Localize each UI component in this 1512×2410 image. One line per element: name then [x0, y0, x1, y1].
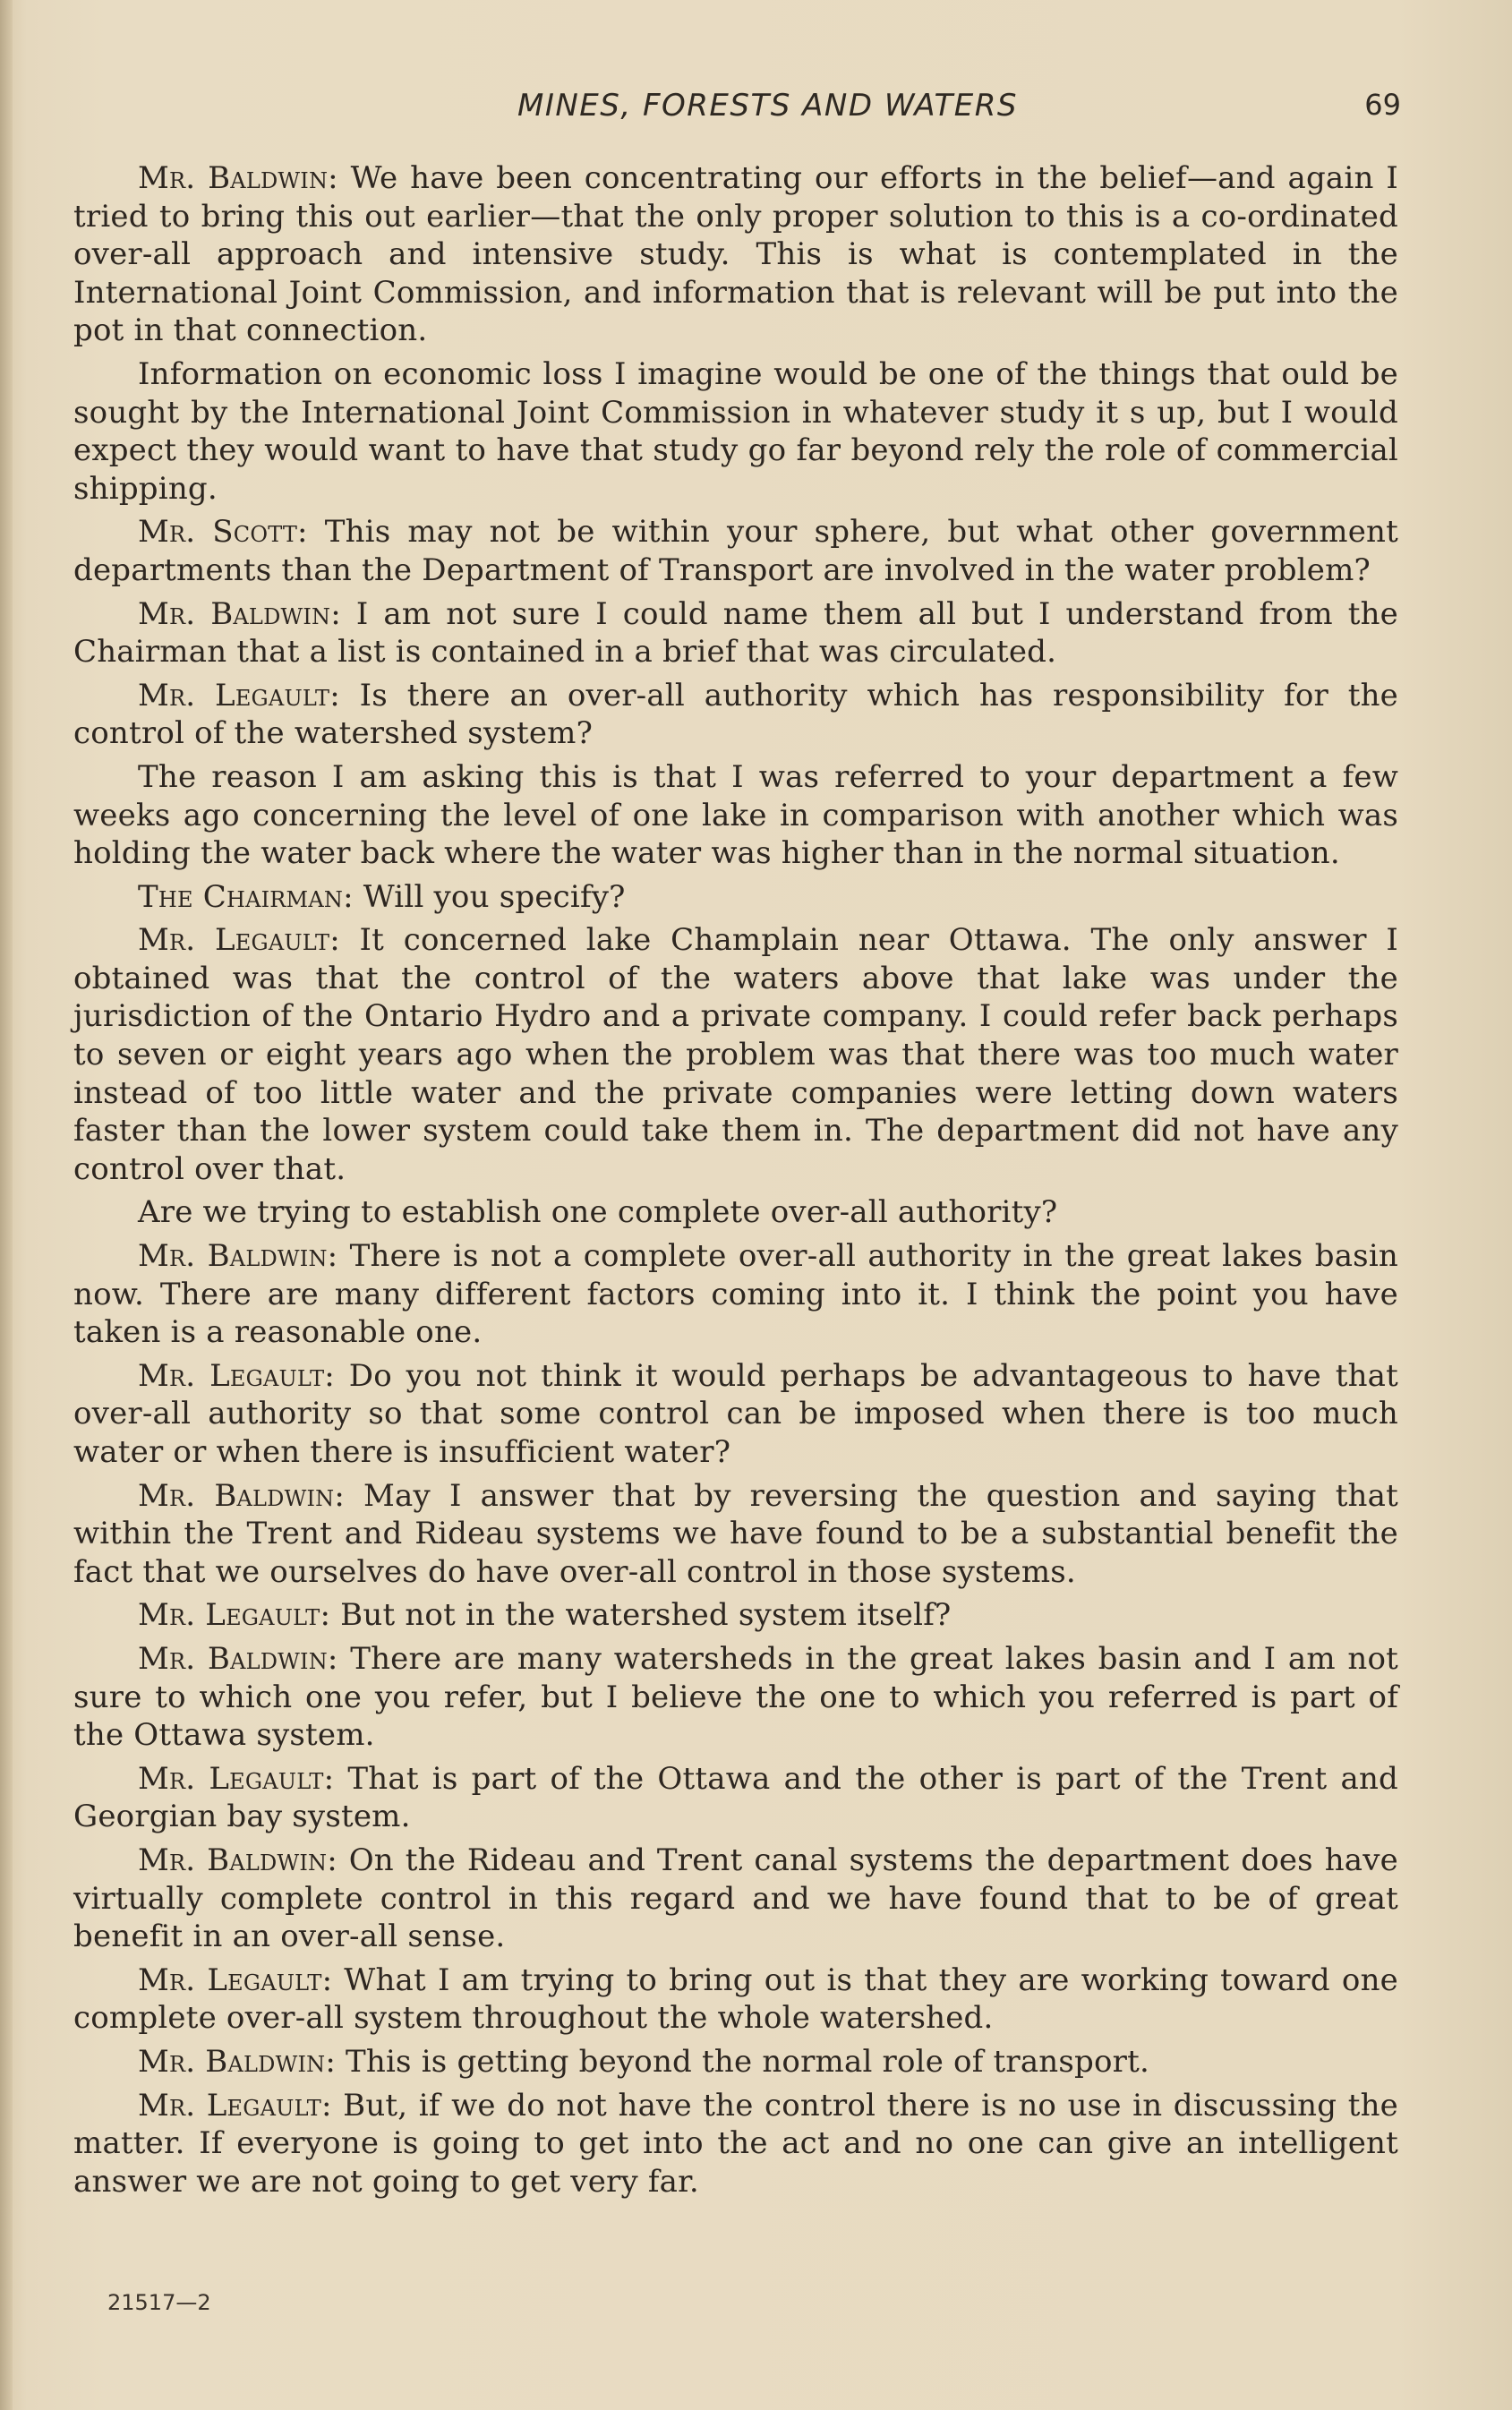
paragraph-text: Information on economic loss I imagine would be one of the things that ould be sought by the International Joint Commission in whatever study it s up, but I would expect they would want to have that study go far beyond rely the role of commercial shipping. [73, 355, 1398, 507]
speaker-name: Mr. Baldwin: [138, 595, 341, 632]
paragraph [73, 921, 1398, 1188]
paragraph-text: Is there an over-all authority which has responsibility for the control of the watershed system? [73, 677, 1399, 752]
paragraph-text: We have been concentrating our efforts in the belief—and again I tried to bring this out earlier—that the only proper solution to this is a co-ordinated over-all approach and intensive study. This is what is contemplated in the International Joint Commission, and information that is relevant will be put into the pot in that connection. [73, 160, 1399, 349]
paragraph [73, 2087, 1398, 2201]
paragraph-text: But not in the watershed system itself? [330, 1597, 952, 1634]
paragraph [73, 2043, 1398, 2081]
paragraph [73, 355, 1398, 508]
speaker-name: Mr. Baldwin: [138, 160, 338, 196]
speaker-name: Mr. Baldwin: [138, 2043, 336, 2080]
paragraph [73, 1193, 1398, 1232]
speaker-name: Mr. Legault: [138, 1961, 333, 1998]
paragraph [73, 1961, 1398, 2038]
paragraph [73, 878, 1398, 917]
paragraph [73, 513, 1398, 589]
paragraph-text: On the Rideau and Trent canal systems the department does have virtually complete control in this regard and we have found that to be of great benefit in an over-all sense. [73, 1842, 1398, 1955]
page-body [73, 159, 1398, 2206]
speaker-name: Mr. Baldwin: [138, 1238, 338, 1275]
speaker-name: Mr. Legault: [138, 1760, 335, 1797]
paragraph [73, 677, 1398, 753]
paragraph-text: This is getting beyond the normal role of transport. [336, 2043, 1150, 2080]
speaker-name: The Chairman: [138, 878, 354, 915]
signature-mark: 21517—2 [107, 2290, 211, 2315]
speaker-name: Mr. Legault: [138, 2087, 332, 2124]
paragraph-text: It concerned lake Champlain near Ottawa. The only answer I obtained was that the control of the waters above that lake was under the jurisdiction of the Ontario Hydro and a private company. I could refer back perhaps to seven or eight years ago when the problem was that there was too much water instead of too little water and the private companies were letting down waters faster than the lower system could take them in. The department did not have any control over that. [73, 922, 1399, 1187]
speaker-name: Mr. Legault: [138, 1357, 335, 1394]
paragraph-text: This may not be within your sphere, but what other government departments than the Department of Transport are involved in the water problem? [73, 514, 1398, 588]
paragraph-text: What I am trying to bring out is that they are working toward one complete over-all system throughout the whole watershed. [73, 1961, 1398, 2037]
paragraph [73, 595, 1398, 671]
paragraph-text: There is not a complete over-all authority in the great lakes basin now. There are many different factors coming into it. I think the point you have taken is a reasonable one. [73, 1238, 1398, 1351]
speaker-name: Mr. Scott: [138, 514, 308, 551]
page-binding-edge [0, 0, 13, 2410]
paragraph-text: There are many watersheds in the great lakes basin and I am not sure to which one you refer, but I believe the one to which you referred is part of the Ottawa system. [73, 1640, 1398, 1754]
speaker-name: Mr. Legault: [138, 922, 340, 959]
paragraph [73, 1640, 1398, 1755]
speaker-name: Mr. Baldwin: [138, 1640, 338, 1677]
paragraph [73, 1237, 1398, 1352]
paragraph [73, 1357, 1398, 1472]
paragraph-text: Do you not think it would perhaps be advantageous to have that over-all authority so that some control can be imposed when there is too much water or when there is insufficient water? [73, 1357, 1398, 1470]
page-header [134, 88, 1401, 132]
paragraph [73, 1842, 1398, 1956]
speaker-name: Mr. Baldwin: [138, 1477, 346, 1514]
paragraph-text: Are we trying to establish one complete over-all authority? [138, 1194, 1058, 1231]
paragraph-text: But, if we do not have the control there is no use in discussing the matter. If everyone is going to get into the act and no one can give an intelligent answer we are not going to get very far. [73, 2087, 1399, 2200]
paragraph [73, 758, 1398, 873]
speaker-name: Mr. Baldwin: [138, 1842, 337, 1878]
page-number: 69 [1364, 88, 1401, 122]
paragraph-text: The reason I am asking this is that I was referred to your department a few weeks ago concerning the level of one lake in comparison with another which was holding the water back where the water was higher than in the normal situation. [73, 758, 1398, 872]
speaker-name: Mr. Legault: [138, 1597, 331, 1634]
paragraph [73, 159, 1398, 350]
paragraph-text: May I answer that by reversing the question and saying that within the Trent and Rideau systems we have found to be a substantial benefit the fact that we ourselves do have over-all control in those systems. [73, 1477, 1398, 1590]
paragraph-text: I am not sure I could name them all but I understand from the Chairman that a list is contained in a brief that was circulated. [73, 595, 1399, 671]
speaker-name: Mr. Legault: [138, 677, 340, 714]
paragraph [73, 1477, 1398, 1592]
paragraph-text: Will you specify? [353, 878, 626, 915]
paragraph-text: That is part of the Ottawa and the other is part of the Trent and Georgian bay system. [73, 1760, 1399, 1835]
paragraph [73, 1760, 1398, 1836]
paragraph [73, 1596, 1398, 1635]
running-title: MINES, FORESTS AND WATERS [517, 88, 1018, 124]
